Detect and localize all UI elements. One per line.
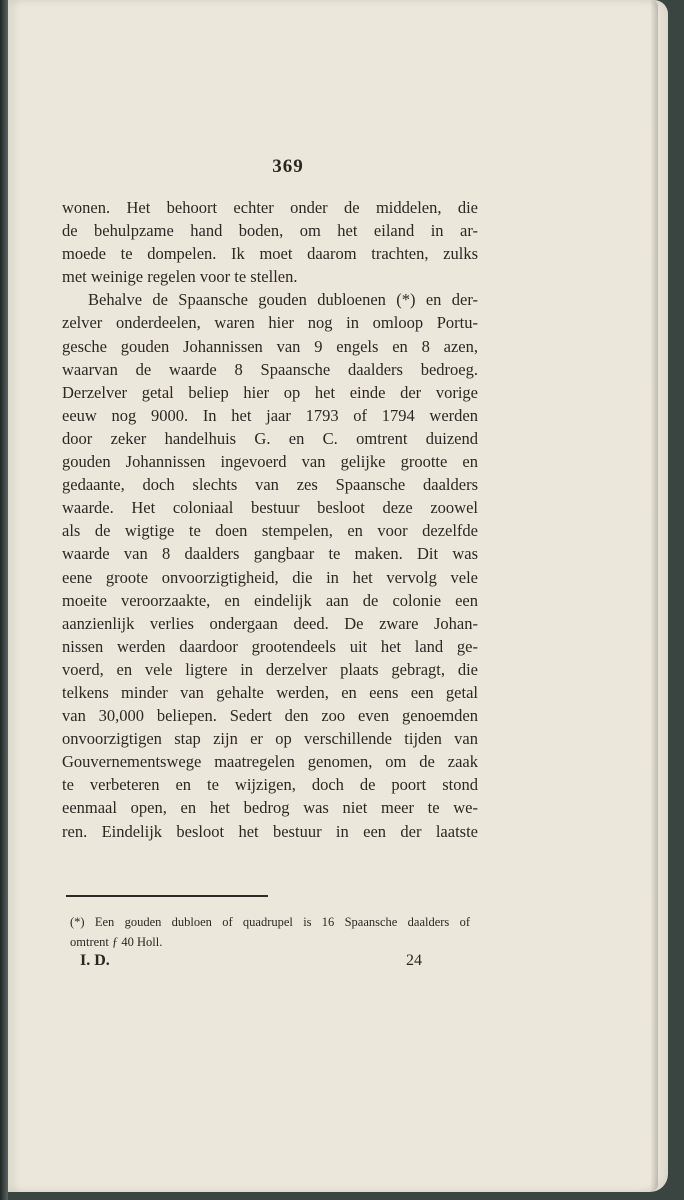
footnote-divider — [66, 895, 268, 897]
text-line: ren. Eindelijk besloot het bestuur in een der laatste — [62, 821, 478, 841]
footnote — [70, 912, 470, 952]
text-line: onvoorzigtigen stap zijn er op verschillende tijden van — [62, 729, 478, 749]
text-line: gedaante, doch slechts van zes Spaansche daalders — [62, 475, 478, 495]
text-line: gesche gouden Johannissen van 9 engels en 8 azen, — [62, 336, 478, 356]
footnote-line: omtrent ƒ 40 Holl. — [70, 935, 163, 949]
text-line: eene groote onvoorzigtigheid, die in het vervolg vele — [62, 567, 478, 587]
text-line: telkens minder van gehalte werden, en eens een getal — [62, 682, 478, 702]
book-page — [8, 0, 668, 1192]
text-line: eeuw nog 9000. In het jaar 1793 of 1794 werden — [62, 405, 478, 425]
catchword: 24 — [406, 952, 422, 969]
text-line: zelver onderdeelen, waren hier nog in omloop Portu- — [62, 313, 478, 333]
text-line: de behulpzame hand boden, om het eiland in ar- — [62, 221, 478, 241]
binding-edge — [0, 0, 8, 1200]
page-number: 369 — [272, 156, 304, 177]
text-line: Behalve de Spaansche gouden dubloenen (*) en der- — [88, 290, 478, 310]
text-line: met weinige regelen voor te stellen. — [62, 267, 298, 287]
page-edge-shadow — [650, 0, 658, 1192]
text-line: nissen werden daardoor grootendeels uit het land ge- — [62, 636, 478, 656]
text-line: moede te dompelen. Ik moet daarom trachten, zulks — [62, 244, 478, 264]
text-line: van 30,000 beliepen. Sedert den zoo even genoemden — [62, 706, 478, 726]
text-line: te verbeteren en te wijzigen, doch de poort stond — [62, 775, 478, 795]
text-line: door zeker handelhuis G. en C. omtrent duizend — [62, 428, 478, 448]
text-line: gouden Johannissen ingevoerd van gelijke grootte en — [62, 452, 478, 472]
footnote-line: (*) Een gouden dubloen of quadrupel is 16 Spaansche daalders of — [70, 915, 470, 929]
signature-mark: I. D. — [80, 952, 110, 969]
text-line: waarde van 8 daalders gangbaar te maken. Dit was — [62, 544, 478, 564]
text-line: moeite veroorzaakte, en eindelijk aan de colonie een — [62, 590, 478, 610]
text-line: waarde. Het coloniaal bestuur besloot deze zoowel — [62, 498, 478, 518]
body-text — [62, 196, 478, 843]
text-line: als de wigtige te doen stempelen, en voor dezelfde — [62, 521, 478, 541]
text-line: waarvan de waarde 8 Spaansche daalders bedroeg. — [62, 359, 478, 379]
text-line: aanzienlijk verlies ondergaan deed. De zware Johan- — [62, 613, 478, 633]
text-line: eenmaal open, en het bedrog was niet meer te we- — [62, 798, 478, 818]
text-line: wonen. Het behoort echter onder de middelen, die — [62, 198, 478, 217]
text-line: Gouvernementswege maatregelen genomen, om de zaak — [62, 752, 478, 772]
text-line: Derzelver getal beliep hier op het einde der vorige — [62, 382, 478, 402]
text-line: voerd, en vele ligtere in derzelver plaats gebragt, die — [62, 659, 478, 679]
